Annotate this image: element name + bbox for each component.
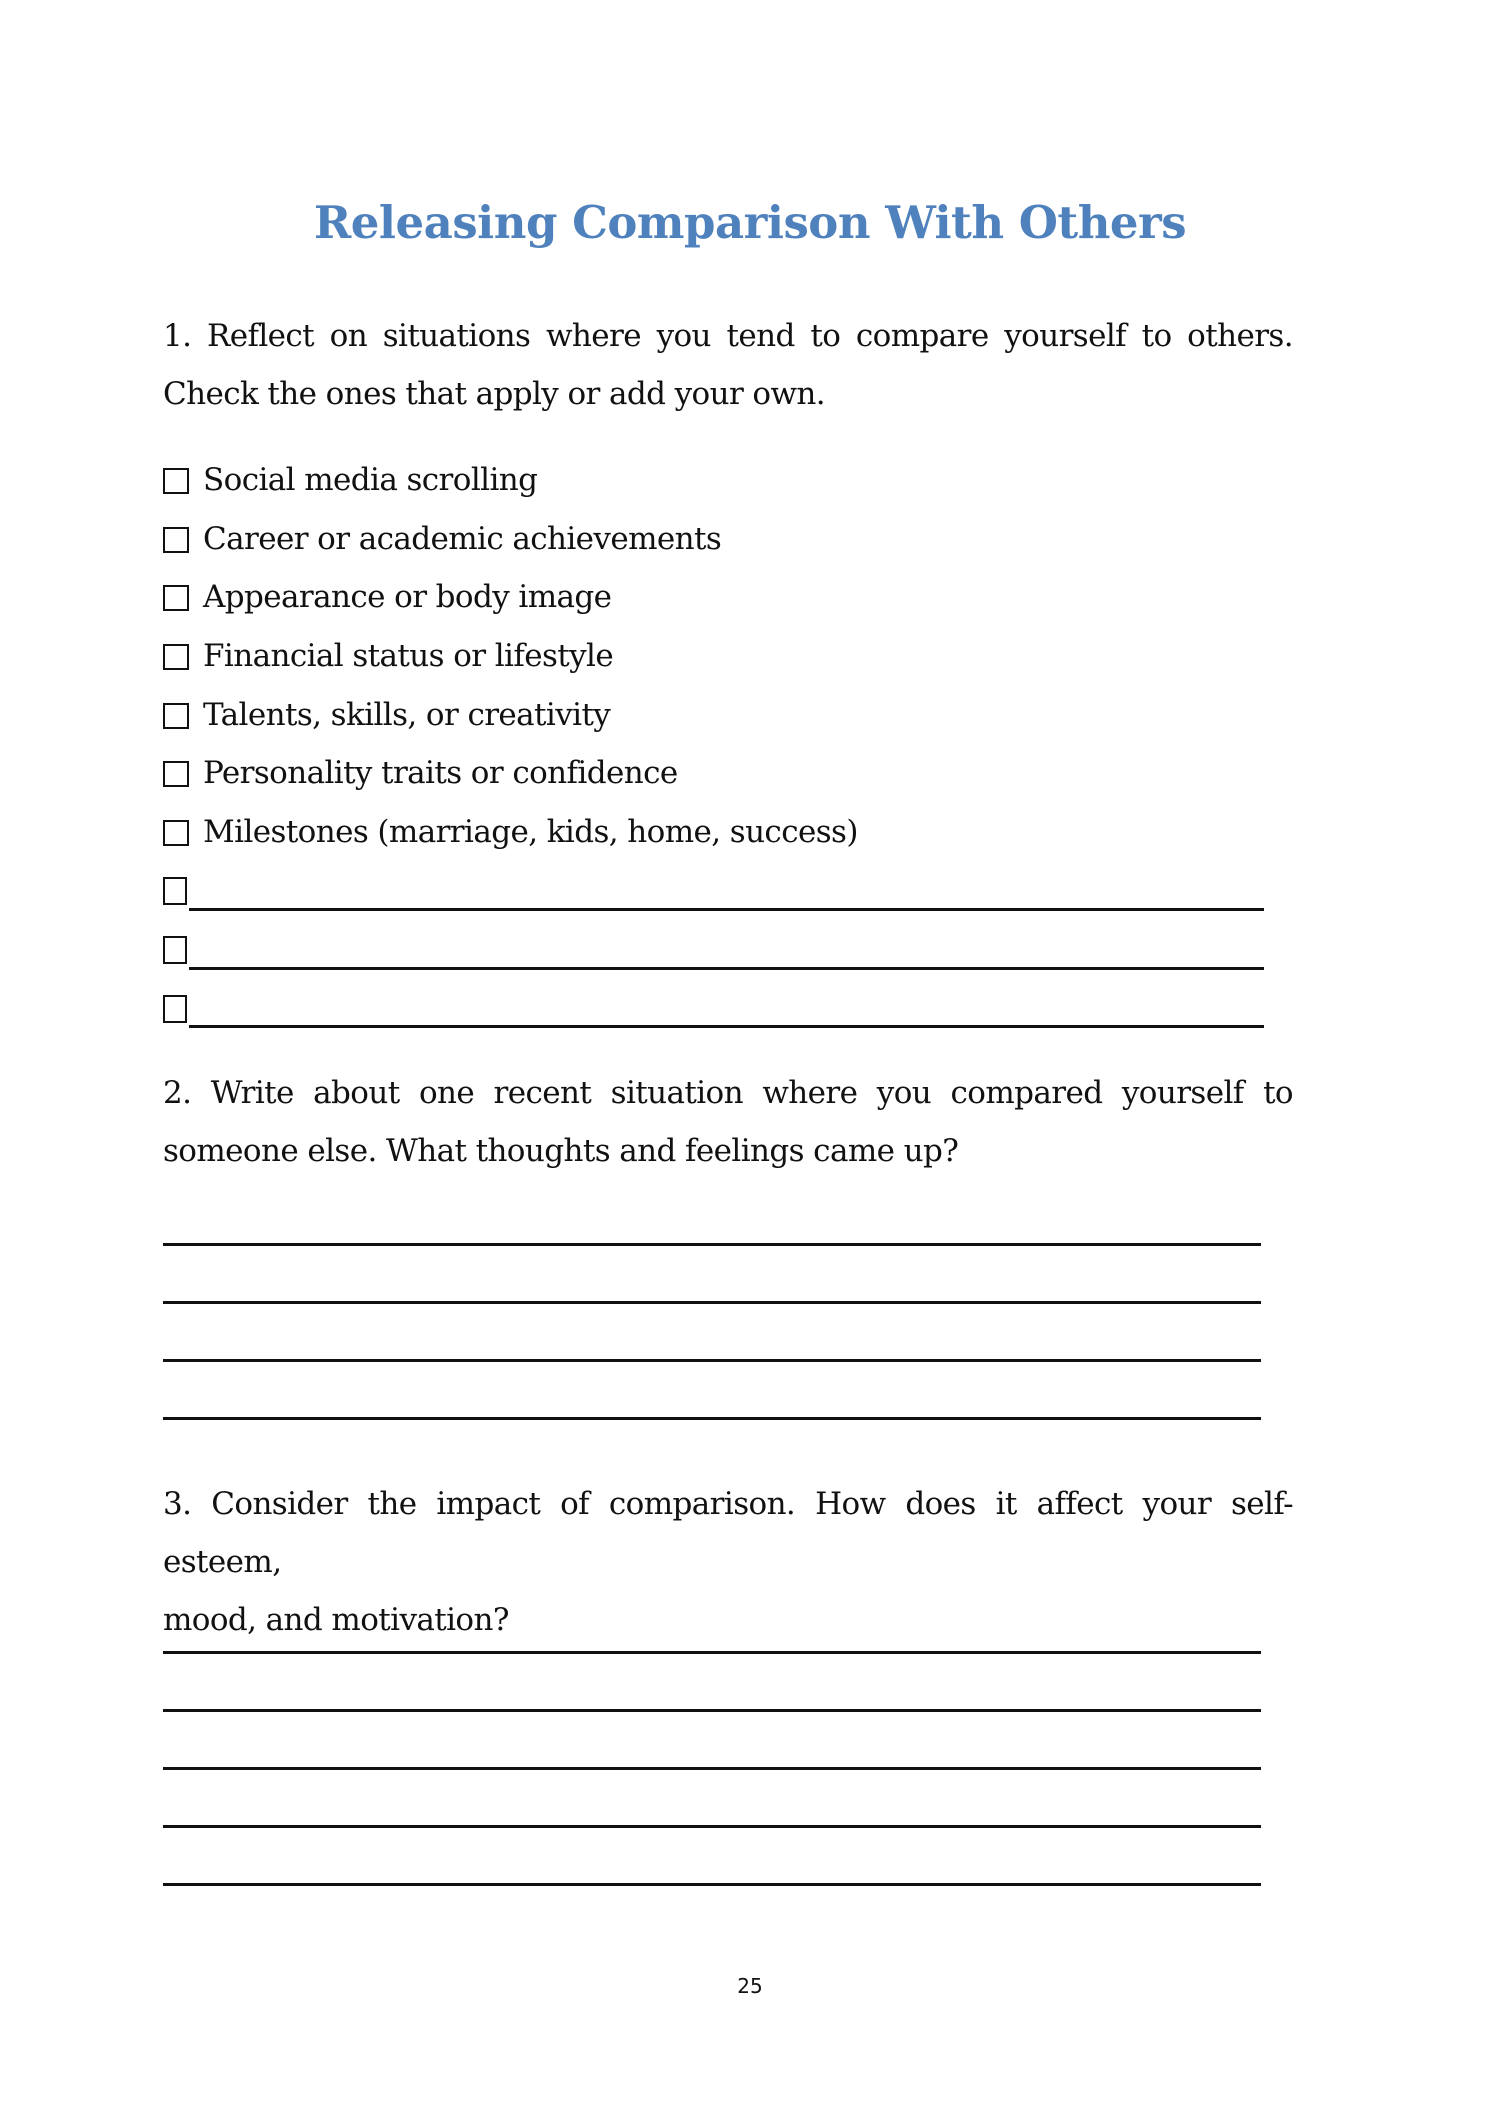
question-3	[163, 1475, 1293, 1649]
checkbox-icon[interactable]	[163, 877, 187, 905]
question-2-line-1: 2. Write about one recent situation where you compared yourself to	[163, 1075, 1293, 1111]
question-3-line-1: 3. Consider the impact of comparison. How does it affect your self-esteem,	[163, 1486, 1293, 1580]
checklist-item[interactable]	[163, 744, 1264, 803]
checkbox-icon[interactable]	[163, 761, 189, 787]
answer-line-q2[interactable]	[163, 1243, 1261, 1246]
custom-entry-line[interactable]	[189, 937, 1264, 970]
checkbox-icon[interactable]	[163, 468, 189, 494]
checklist-item-label: Financial status or lifestyle	[203, 638, 614, 675]
checklist-item-label: Career or academic achievements	[203, 520, 722, 557]
question-2	[163, 1064, 1293, 1180]
checklist-item[interactable]	[163, 685, 1264, 744]
checklist-custom-item[interactable]	[163, 920, 1264, 979]
custom-entry-line[interactable]	[189, 995, 1264, 1028]
question-1-line-1: 1. Reflect on situations where you tend to compare yourself to others.	[163, 318, 1293, 354]
answer-line-q3[interactable]	[163, 1883, 1261, 1886]
page-number: 25	[737, 1974, 763, 1998]
checkbox-icon[interactable]	[163, 820, 189, 846]
answer-line-q2[interactable]	[163, 1359, 1261, 1362]
checklist-item[interactable]	[163, 510, 1264, 569]
answer-line-q3[interactable]	[163, 1709, 1261, 1712]
question-2-line-2: someone else. What thoughts and feelings came up?	[163, 1133, 959, 1169]
checklist-custom-item[interactable]	[163, 978, 1264, 1037]
checklist-custom-item[interactable]	[163, 861, 1264, 920]
checklist-item[interactable]	[163, 451, 1264, 510]
checklist-item-label: Talents, skills, or creativity	[203, 696, 611, 733]
answer-line-q2[interactable]	[163, 1301, 1261, 1304]
question-1-line-2: Check the ones that apply or add your own.	[163, 376, 826, 412]
checklist-item-label: Personality traits or confidence	[203, 755, 678, 792]
checklist-item[interactable]	[163, 803, 1264, 862]
question-1	[163, 307, 1293, 423]
checkbox-icon[interactable]	[163, 703, 189, 729]
checklist-item-label: Appearance or body image	[203, 579, 612, 616]
checklist-item[interactable]	[163, 568, 1264, 627]
checklist-item-label: Milestones (marriage, kids, home, success)	[203, 813, 858, 850]
checkbox-icon[interactable]	[163, 527, 189, 553]
checklist-item-label: Social media scrolling	[203, 462, 538, 499]
answer-line-q3[interactable]	[163, 1651, 1261, 1654]
checkbox-icon[interactable]	[163, 995, 187, 1023]
checkbox-icon[interactable]	[163, 644, 189, 670]
question-3-line-2: mood, and motivation?	[163, 1602, 509, 1638]
custom-entry-line[interactable]	[189, 878, 1264, 911]
checklist-item[interactable]	[163, 627, 1264, 686]
answer-line-q2[interactable]	[163, 1417, 1261, 1420]
comparison-checklist	[163, 451, 1264, 1037]
answer-line-q3[interactable]	[163, 1825, 1261, 1828]
page-title: Releasing Comparison With Others	[313, 196, 1187, 249]
answer-line-q3[interactable]	[163, 1767, 1261, 1770]
checkbox-icon[interactable]	[163, 936, 187, 964]
checkbox-icon[interactable]	[163, 585, 189, 611]
